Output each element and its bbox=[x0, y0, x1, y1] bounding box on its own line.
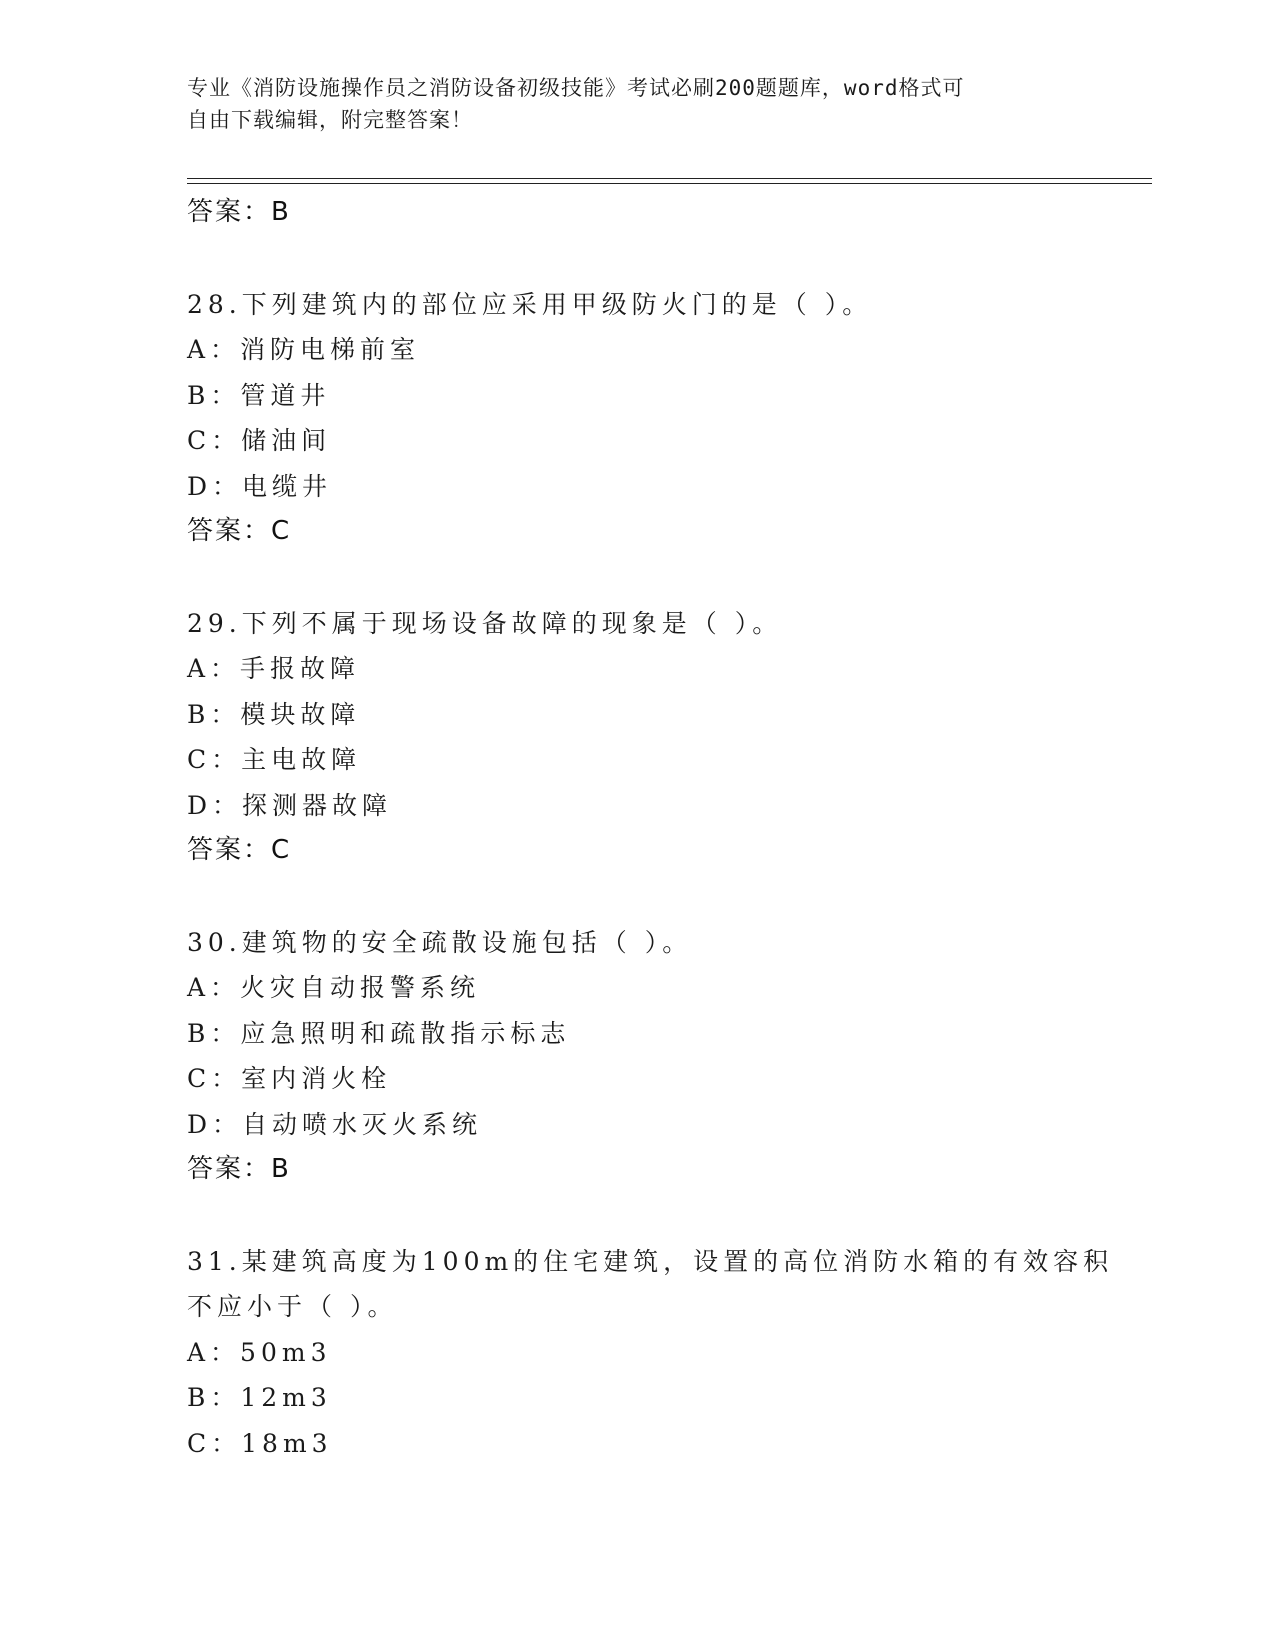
option-d: D：电缆井 bbox=[187, 471, 333, 501]
option-c: C：主电故障 bbox=[187, 745, 362, 774]
option-b: B：模块故障 bbox=[187, 699, 361, 729]
question-answer: 答案：B bbox=[187, 1154, 291, 1184]
option-b: B：12m3 bbox=[187, 1383, 332, 1412]
question-stem: 30.建筑物的安全疏散设施包括（ ）。 bbox=[187, 927, 693, 957]
question-28 bbox=[187, 282, 1087, 555]
option-c: C：储油间 bbox=[187, 426, 332, 455]
option-a: A：消防电梯前室 bbox=[187, 335, 421, 364]
header-line-2: 自由下载编辑，附完整答案！ bbox=[187, 108, 473, 132]
question-answer: 答案：C bbox=[187, 835, 292, 865]
option-a: A：手报故障 bbox=[187, 654, 361, 683]
previous-answer: 答案：B bbox=[187, 197, 291, 227]
option-c: C：18m3 bbox=[187, 1428, 333, 1458]
option-d: D：探测器故障 bbox=[187, 790, 393, 820]
option-d: D：自动喷水灭火系统 bbox=[187, 1109, 483, 1139]
question-answer: 答案：C bbox=[187, 516, 292, 546]
option-b: B：应急照明和疏散指示标志 bbox=[187, 1018, 571, 1048]
header-line-1: 专业《消防设施操作员之消防设备初级技能》考试必刷200题题库，word格式可 bbox=[187, 76, 965, 100]
question-30 bbox=[187, 920, 1087, 1193]
header-divider-bottom bbox=[187, 183, 1152, 184]
question-stem-continued: 不应小于（ ）。 bbox=[187, 1292, 398, 1321]
header-divider-top bbox=[187, 178, 1152, 179]
question-31 bbox=[187, 1239, 1114, 1467]
option-b: B：管道井 bbox=[187, 380, 331, 410]
option-c: C：室内消火栓 bbox=[187, 1064, 392, 1093]
question-stem: 29.下列不属于现场设备故障的现象是（ ）。 bbox=[187, 608, 783, 638]
question-list bbox=[187, 190, 1114, 1466]
question-29 bbox=[187, 601, 1087, 874]
document-header bbox=[187, 72, 1067, 136]
option-a: A：50m3 bbox=[187, 1337, 332, 1367]
question-stem: 28.下列建筑内的部位应采用甲级防火门的是（ ）。 bbox=[187, 289, 873, 319]
question-stem: 31.某建筑高度为100m的住宅建筑，设置的高位消防水箱的有效容积 bbox=[187, 1246, 1114, 1276]
option-a: A：火灾自动报警系统 bbox=[187, 973, 481, 1002]
